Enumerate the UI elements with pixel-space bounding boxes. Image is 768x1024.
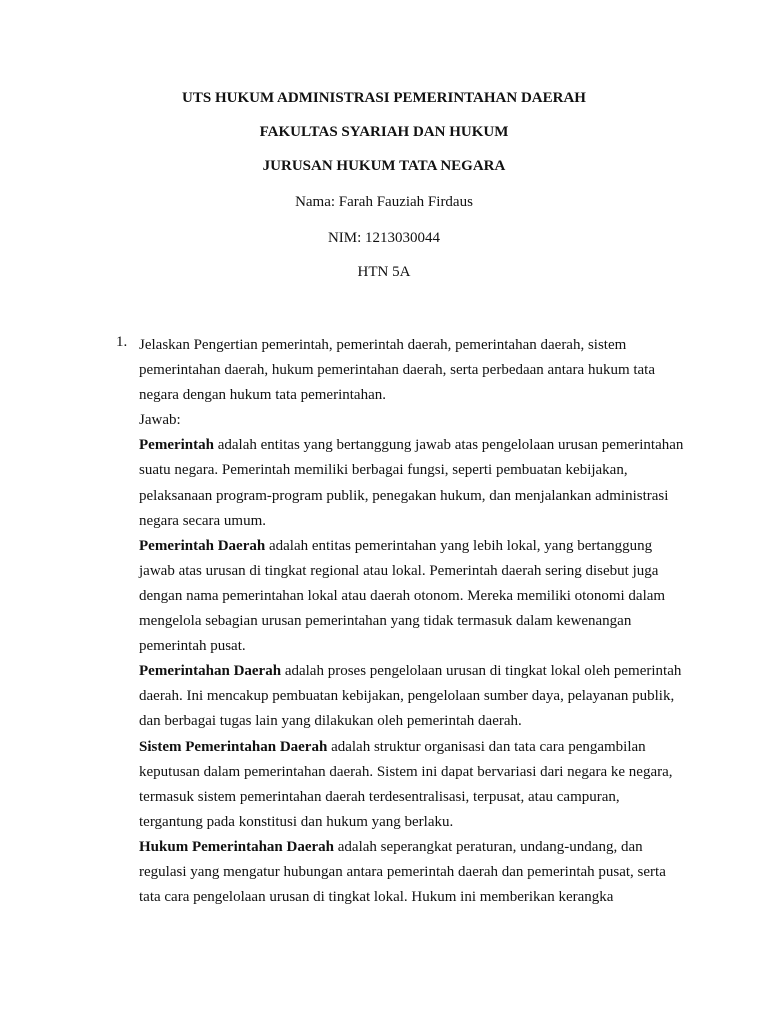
answer-definition: adalah struktur organisasi dan tata cara pengambilan keputusan dalam pemerintahan daerah. Sistem ini dapat bervariasi dari negara ke negara, termasuk sistem pemerintahan daerah terdesentralisasi, terpusat, atau campuran, tergantung pada konstitusi dan hukum yang berlaku. — [139, 738, 673, 830]
answer-term: Sistem Pemerintahan Daerah — [139, 738, 328, 755]
student-class: HTN 5A — [357, 264, 411, 280]
faculty-heading: FAKULTAS SYARIAH DAN HUKUM — [259, 124, 509, 140]
document-title: UTS HUKUM ADMINISTRASI PEMERINTAHAN DAERAH — [182, 90, 586, 106]
question-body — [139, 333, 684, 910]
answer-paragraph-sistem-pemerintahan-daerah — [139, 735, 684, 835]
answer-term: Pemerintah Daerah — [139, 537, 266, 554]
answer-term: Hukum Pemerintahan Daerah — [139, 838, 334, 855]
answer-label: Jawab: — [139, 412, 181, 429]
answer-paragraph-pemerintah — [139, 433, 684, 533]
student-name: Nama: Farah Fauziah Firdaus — [295, 194, 473, 210]
answer-paragraph-pemerintah-daerah — [139, 534, 684, 659]
question-number: 1. — [116, 334, 128, 350]
department-heading: JURUSAN HUKUM TATA NEGARA — [262, 158, 506, 174]
answer-definition: adalah seperangkat peraturan, undang-undang, dan regulasi yang mengatur hubungan antara pemerintah daerah dan pemerintah pusat, serta tata cara pengelolaan urusan di tingkat lokal. Hukum ini memberikan kerangka — [139, 838, 666, 906]
answer-definition: adalah entitas pemerintahan yang lebih lokal, yang bertanggung jawab atas urusan di tingkat regional atau lokal. Pemerintah daerah sering disebut juga dengan nama pemerintahan lokal atau daerah otonom. Mereka memiliki otonomi dalam mengelola sebagian urusan pemerintahan yang tidak termasuk dalam kewenangan pemerintah pusat. — [139, 537, 666, 655]
question-text: Jelaskan Pengertian pemerintah, pemerintah daerah, pemerintahan daerah, sistem pemerintahan daerah, hukum pemerintahan daerah, serta perbedaan antara hukum tata negara dengan hukum tata pemerintahan. — [139, 337, 656, 404]
answer-term: Pemerintahan Daerah — [139, 663, 282, 680]
answer-term: Pemerintah — [139, 437, 214, 454]
answer-paragraph-pemerintahan-daerah — [139, 659, 684, 734]
answer-paragraph-hukum-pemerintahan-daerah — [139, 835, 684, 910]
answer-definition: adalah entitas yang bertanggung jawab atas pengelolaan urusan pemerintahan suatu negara. Pemerintah memiliki berbagai fungsi, seperti pembuatan kebijakan, pelaksanaan program-program publik, penegakan hukum, dan menjalankan administrasi negara secara umum. — [139, 437, 684, 529]
answer-definition: adalah proses pengelolaan urusan di tingkat lokal oleh pemerintah daerah. Ini mencakup pembuatan kebijakan, pengelolaan sumber daya, pelayanan publik, dan berbagai tugas lain yang dilakukan oleh pemerintah daerah. — [139, 663, 682, 730]
student-nim: NIM: 1213030044 — [327, 230, 441, 246]
